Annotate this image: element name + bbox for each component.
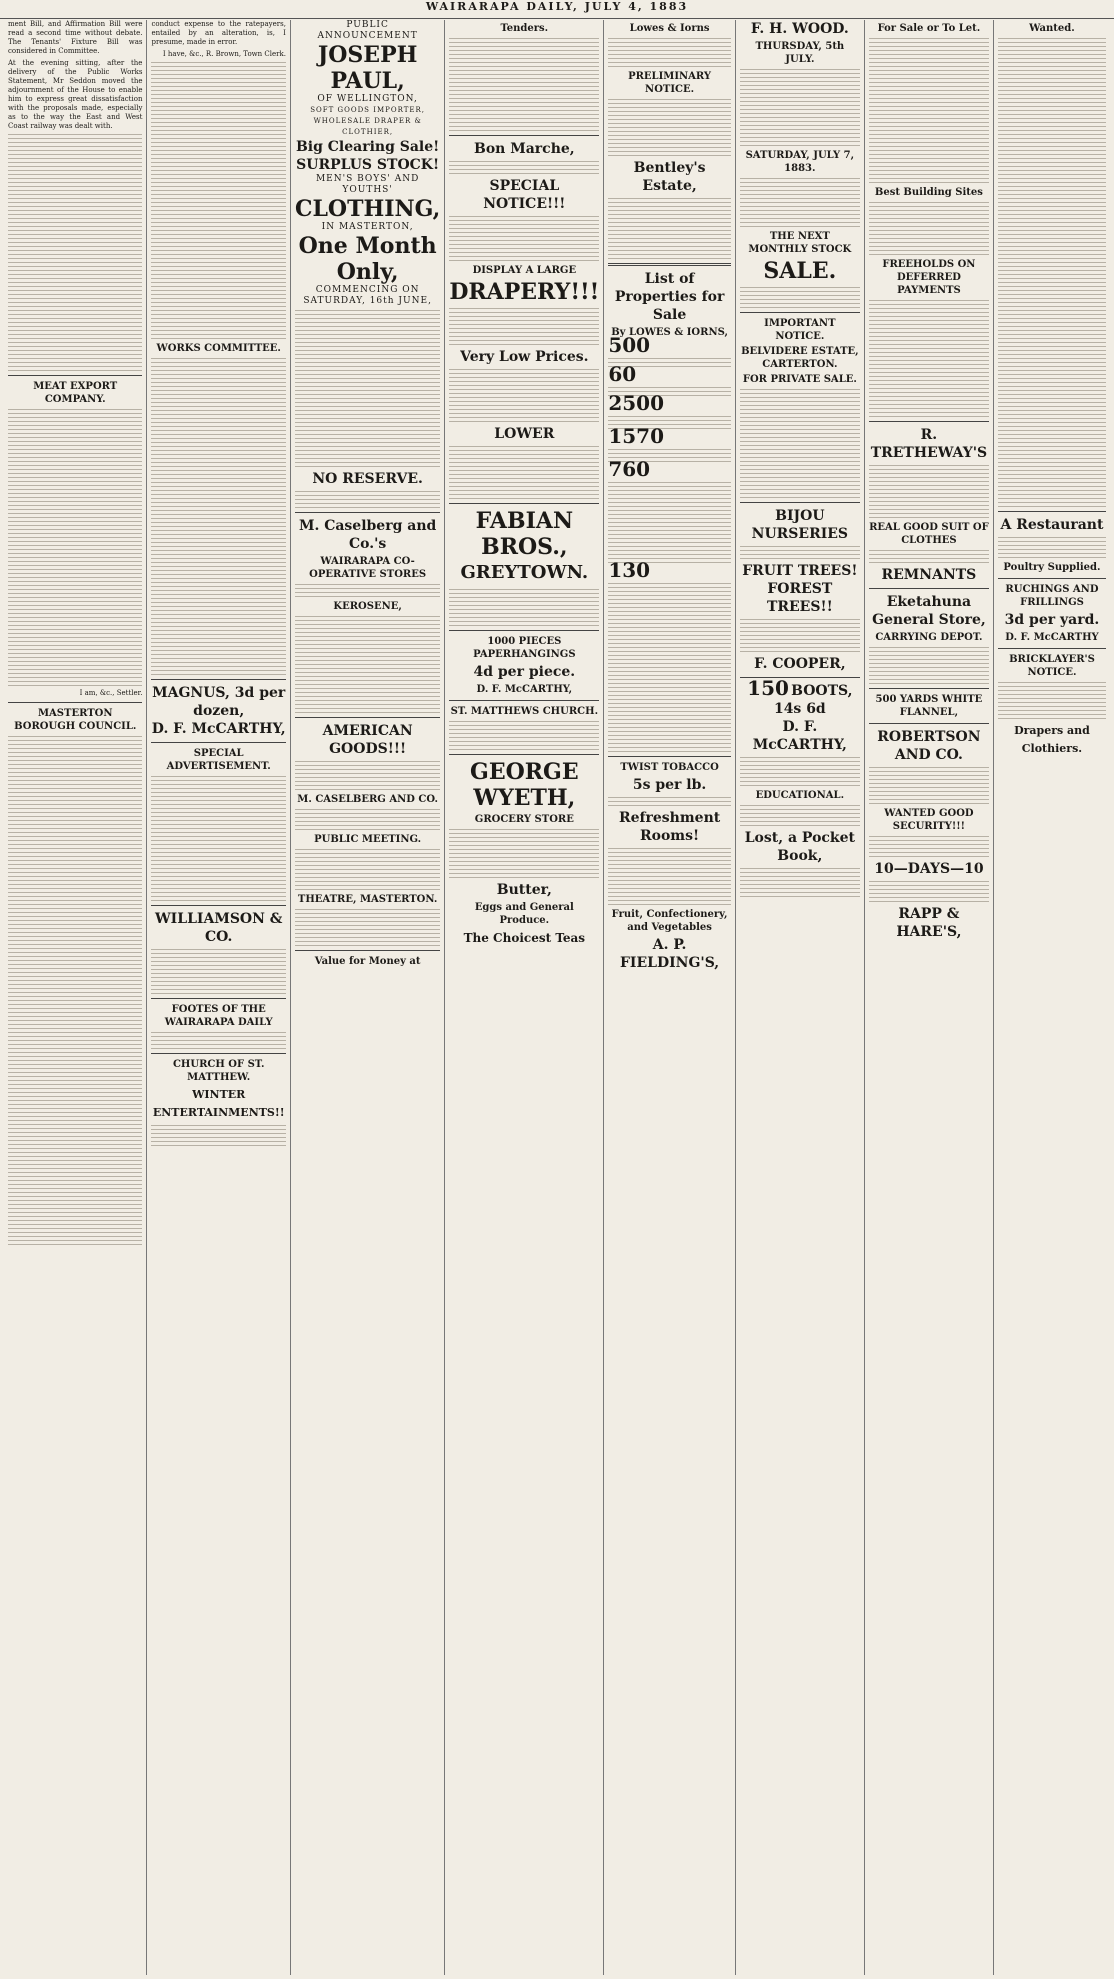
public-announcement: PUBLIC ANNOUNCEMENT bbox=[317, 20, 418, 41]
acres-760: 760 bbox=[608, 457, 651, 481]
text-lines bbox=[295, 491, 440, 508]
robertson: ROBERTSON AND CO. bbox=[877, 729, 981, 763]
bijou: BIJOU NURSERIES bbox=[751, 508, 849, 542]
private-sale: FOR PRIVATE SALE. bbox=[742, 374, 857, 385]
caselberg: M. CASELBERG AND CO. bbox=[297, 794, 438, 805]
church: ST. MATTHEWS CHURCH. bbox=[450, 706, 599, 717]
list-properties: List of Properties for Sale bbox=[614, 271, 725, 323]
text-lines bbox=[869, 38, 989, 183]
text-lines bbox=[740, 69, 860, 146]
masthead: WAIRARAPA DAILY, JULY 4, 1883 bbox=[0, 0, 1114, 19]
text-lines bbox=[869, 836, 989, 857]
special-notice: SPECIAL NOTICE!!! bbox=[483, 178, 566, 212]
text-lines bbox=[740, 868, 860, 897]
text-lines bbox=[869, 300, 989, 417]
kerosene: KEROSENE, bbox=[333, 601, 402, 612]
ad-mccarthy: D. F. McCARTHY, bbox=[151, 721, 286, 737]
display-large: DISPLAY A LARGE bbox=[472, 265, 577, 276]
text-lines bbox=[998, 537, 1106, 558]
text-lines bbox=[449, 829, 599, 878]
text-lines bbox=[869, 550, 989, 563]
drapery: DRAPERY!!! bbox=[449, 279, 600, 305]
text-lines bbox=[998, 38, 1106, 507]
place: IN MASTERTON, bbox=[321, 222, 414, 232]
paper-price: 4d per piece. bbox=[473, 664, 576, 680]
text-lines bbox=[740, 178, 860, 227]
value-for-money: Value for Money at bbox=[314, 956, 421, 967]
bon-marche: Bon Marche, bbox=[474, 141, 575, 157]
poultry: Poultry Supplied. bbox=[1003, 562, 1101, 573]
joseph-paul: JOSEPH PAUL, bbox=[317, 42, 418, 94]
for-sale-heading: For Sale or To Let. bbox=[877, 23, 981, 34]
sale-4: CLOTHING, bbox=[294, 196, 441, 222]
column-1-paragraph: At the evening sitting, after the delivery of the Public Works Statement, Mr Seddon moved the adjournment of the House to enable him to express great dissatisfaction with the proposals made, especially as to the way the East and West Coast railway was dealt with. bbox=[8, 59, 143, 130]
american-goods: AMERICAN GOODS!!! bbox=[322, 723, 413, 757]
butter: Butter, bbox=[496, 882, 552, 898]
text-lines bbox=[8, 409, 142, 686]
text-lines bbox=[151, 949, 285, 994]
real-suit: REAL GOOD SUIT OF CLOTHES bbox=[869, 522, 989, 546]
text-lines bbox=[608, 848, 730, 905]
carrying: CARRYING DEPOT. bbox=[875, 632, 983, 643]
acres-60: 60 bbox=[608, 362, 637, 386]
fh-wood: F. H. WOOD. bbox=[750, 21, 849, 37]
boots-count: 150 bbox=[747, 676, 789, 700]
mccarthy-6: D. F. McCARTHY, bbox=[752, 719, 847, 753]
column-3 bbox=[290, 20, 444, 1975]
greytown: GREYTOWN. bbox=[460, 562, 589, 583]
text-lines bbox=[740, 546, 860, 559]
text-lines bbox=[608, 482, 730, 563]
column-1-heading: MASTERTON BOROUGH COUNCIL. bbox=[14, 708, 137, 732]
mccarthy: D. F. McCARTHY, bbox=[476, 684, 573, 695]
column-1-sign: I am, &c., Settler. bbox=[79, 689, 143, 697]
refreshment: Refreshment Rooms! bbox=[618, 810, 721, 844]
educational: EDUCATIONAL. bbox=[755, 790, 845, 801]
twist-price: 5s per lb. bbox=[632, 777, 707, 793]
column-2-sign: I have, &c., R. Brown, Town Clerk. bbox=[162, 50, 286, 58]
acres-130: 130 bbox=[608, 558, 651, 582]
text-lines bbox=[998, 682, 1106, 719]
sale-2: SURPLUS STOCK! bbox=[296, 157, 440, 173]
tenders-heading: Tenders. bbox=[500, 23, 549, 34]
text-lines bbox=[151, 1032, 285, 1049]
column-4 bbox=[444, 20, 603, 1975]
ad-williamson: WILLIAMSON & CO. bbox=[154, 911, 283, 945]
clothiers: Drapers and Clothiers. bbox=[1014, 724, 1090, 755]
restaurant: A Restaurant bbox=[1000, 517, 1104, 533]
twist-tobacco: TWIST TOBACCO bbox=[620, 762, 719, 773]
column-1-heading: MEAT EXPORT COMPANY. bbox=[33, 381, 118, 405]
text-lines bbox=[740, 805, 860, 826]
acres-1570: 1570 bbox=[608, 424, 665, 448]
preliminary: PRELIMINARY NOTICE. bbox=[628, 71, 712, 95]
text-lines bbox=[151, 776, 285, 901]
paperhangings: 1000 PIECES PAPERHANGINGS bbox=[473, 636, 576, 660]
column-8 bbox=[993, 20, 1110, 1975]
security: WANTED GOOD SECURITY!!! bbox=[884, 808, 974, 832]
column-1 bbox=[4, 20, 146, 1975]
forest-trees: FOREST TREES!! bbox=[766, 581, 833, 615]
column-5 bbox=[603, 20, 734, 1975]
acres-2500: 2500 bbox=[608, 391, 665, 415]
flannel: 500 YARDS WHITE FLANNEL, bbox=[875, 694, 983, 718]
text-lines bbox=[608, 583, 730, 752]
theatre: THEATRE, MASTERTON. bbox=[297, 894, 438, 905]
rapp-hare: RAPP & HARE'S, bbox=[896, 906, 962, 940]
date-thursday: THURSDAY, 5th JULY. bbox=[755, 41, 845, 65]
wairarapa-store: WAIRARAPA CO-OPERATIVE STORES bbox=[309, 556, 427, 580]
column-2-heading: WORKS COMMITTEE. bbox=[156, 343, 281, 354]
public-meeting: PUBLIC MEETING. bbox=[314, 834, 422, 845]
boots-price: 14s 6d bbox=[773, 701, 826, 717]
wyeth: GEORGE WYETH, bbox=[470, 759, 579, 811]
text-lines bbox=[869, 767, 989, 804]
text-lines bbox=[151, 1125, 285, 1146]
column-2-heading: SPECIAL ADVERTISEMENT. bbox=[166, 748, 271, 772]
sale-3: MEN'S BOYS' AND YOUTHS' bbox=[315, 174, 420, 195]
text-lines bbox=[869, 202, 989, 255]
text-lines bbox=[608, 797, 730, 806]
mccarthy-8: D. F. McCARTHY bbox=[1005, 632, 1099, 643]
remnants: REMNANTS bbox=[881, 567, 977, 583]
wanted-heading: Wanted. bbox=[1029, 23, 1075, 34]
text-lines bbox=[608, 99, 730, 156]
column-2-heading: CHURCH OF ST. MATTHEW. bbox=[172, 1059, 265, 1083]
boots: BOOTS, bbox=[791, 683, 853, 699]
text-lines bbox=[449, 369, 599, 422]
text-lines bbox=[449, 38, 599, 131]
text-lines bbox=[295, 584, 440, 597]
column-7 bbox=[864, 20, 993, 1975]
column-2 bbox=[146, 20, 289, 1975]
text-lines bbox=[449, 446, 599, 499]
freeholds: FREEHOLDS ON DEFERRED PAYMENTS bbox=[882, 259, 976, 296]
fabian-bros: FABIAN BROS., bbox=[475, 508, 574, 560]
text-lines bbox=[8, 134, 142, 371]
date-saturday: SATURDAY, JULY 7, 1883. bbox=[745, 150, 855, 174]
by-lowes: By LOWES & IORNS, bbox=[611, 327, 728, 338]
text-lines bbox=[295, 761, 440, 790]
bentley: Bentley's Estate, bbox=[633, 160, 706, 194]
columns bbox=[4, 20, 1110, 1975]
text-lines bbox=[449, 589, 599, 626]
text-lines bbox=[449, 308, 599, 345]
eketahuna: Eketahuna General Store, bbox=[872, 594, 986, 628]
ad-magnus: MAGNUS, 3d per dozen, bbox=[152, 685, 286, 719]
text-lines bbox=[295, 809, 440, 830]
text-lines bbox=[869, 647, 989, 684]
start: COMMENCING ON SATURDAY, 16th JUNE, bbox=[303, 285, 432, 306]
duration: One Month Only, bbox=[298, 233, 437, 285]
cooper: F. COOPER, bbox=[754, 656, 846, 672]
text-lines bbox=[608, 38, 730, 67]
belvidere: BELVIDERE ESTATE, CARTERTON. bbox=[741, 346, 859, 370]
sale: SALE. bbox=[763, 258, 837, 284]
text-lines bbox=[295, 909, 440, 946]
sale-1: Big Clearing Sale! bbox=[295, 139, 440, 155]
lower: LOWER bbox=[494, 426, 555, 442]
acres-500: 500 bbox=[608, 333, 651, 357]
text-lines bbox=[151, 358, 285, 675]
caselberg-cargo: M. Caselberg and Co.'s bbox=[298, 518, 437, 552]
teas: The Choicest Teas bbox=[463, 931, 586, 945]
text-lines bbox=[449, 161, 599, 174]
trethewey: R. TRETHEWAY'S bbox=[870, 427, 988, 461]
text-lines bbox=[449, 216, 599, 261]
text-lines bbox=[869, 881, 989, 902]
text-lines bbox=[151, 62, 285, 339]
text-lines bbox=[295, 616, 440, 713]
no-reserve: NO RESERVE. bbox=[312, 471, 423, 487]
column-1-paragraph: ment Bill, and Affirmation Bill were read a second time without debate. The Tenants' Fixture Bill was considered in Committee. bbox=[8, 20, 143, 55]
text-lines bbox=[608, 198, 730, 259]
of-wellington: OF WELLINGTON, bbox=[317, 94, 418, 104]
lowes-heading: Lowes & Iorns bbox=[629, 23, 710, 34]
trade: SOFT GOODS IMPORTER, WHOLESALE DRAPER & CLOTHIER, bbox=[310, 106, 426, 136]
important-notice: IMPORTANT NOTICE. bbox=[764, 318, 836, 342]
text-lines bbox=[295, 310, 440, 467]
text-lines bbox=[740, 287, 860, 308]
text-lines bbox=[449, 721, 599, 750]
fielding: A. P. FIELDING'S, bbox=[619, 937, 720, 971]
ad-footes: FOOTES OF THE WAIRARAPA DAILY bbox=[164, 1004, 273, 1028]
best-sites: Best Building Sites bbox=[874, 187, 983, 198]
fruit-conf: Fruit, Confectionery, and Vegetables bbox=[611, 909, 728, 933]
lost: Lost, a Pocket Book, bbox=[744, 830, 855, 864]
text-lines bbox=[740, 757, 860, 786]
text-lines bbox=[295, 849, 440, 890]
ad-winter: WINTER ENTERTAINMENTS!! bbox=[152, 1088, 285, 1119]
ruchings: RUCHINGS AND FRILLINGS bbox=[1005, 584, 1099, 608]
text-lines bbox=[740, 389, 860, 498]
column-6 bbox=[735, 20, 864, 1975]
column-2-paragraph: conduct expense to the ratepayers, entailed by an alteration, is, I presume, made in error. bbox=[151, 20, 286, 46]
bricklayer: BRICKLAYER'S NOTICE. bbox=[1009, 654, 1095, 678]
text-lines bbox=[740, 619, 860, 652]
ten-days: 10—DAYS—10 bbox=[874, 861, 984, 877]
next-stock: THE NEXT MONTHLY STOCK bbox=[748, 231, 852, 255]
grocery: GROCERY STORE bbox=[474, 814, 574, 825]
very-low-prices: Very Low Prices. bbox=[460, 349, 589, 365]
fruit-trees: FRUIT TREES! bbox=[742, 563, 858, 579]
ruching-price: 3d per yard. bbox=[1004, 612, 1100, 628]
text-lines bbox=[869, 465, 989, 518]
text-lines bbox=[8, 736, 142, 1245]
eggs: Eggs and General Produce. bbox=[474, 902, 574, 926]
